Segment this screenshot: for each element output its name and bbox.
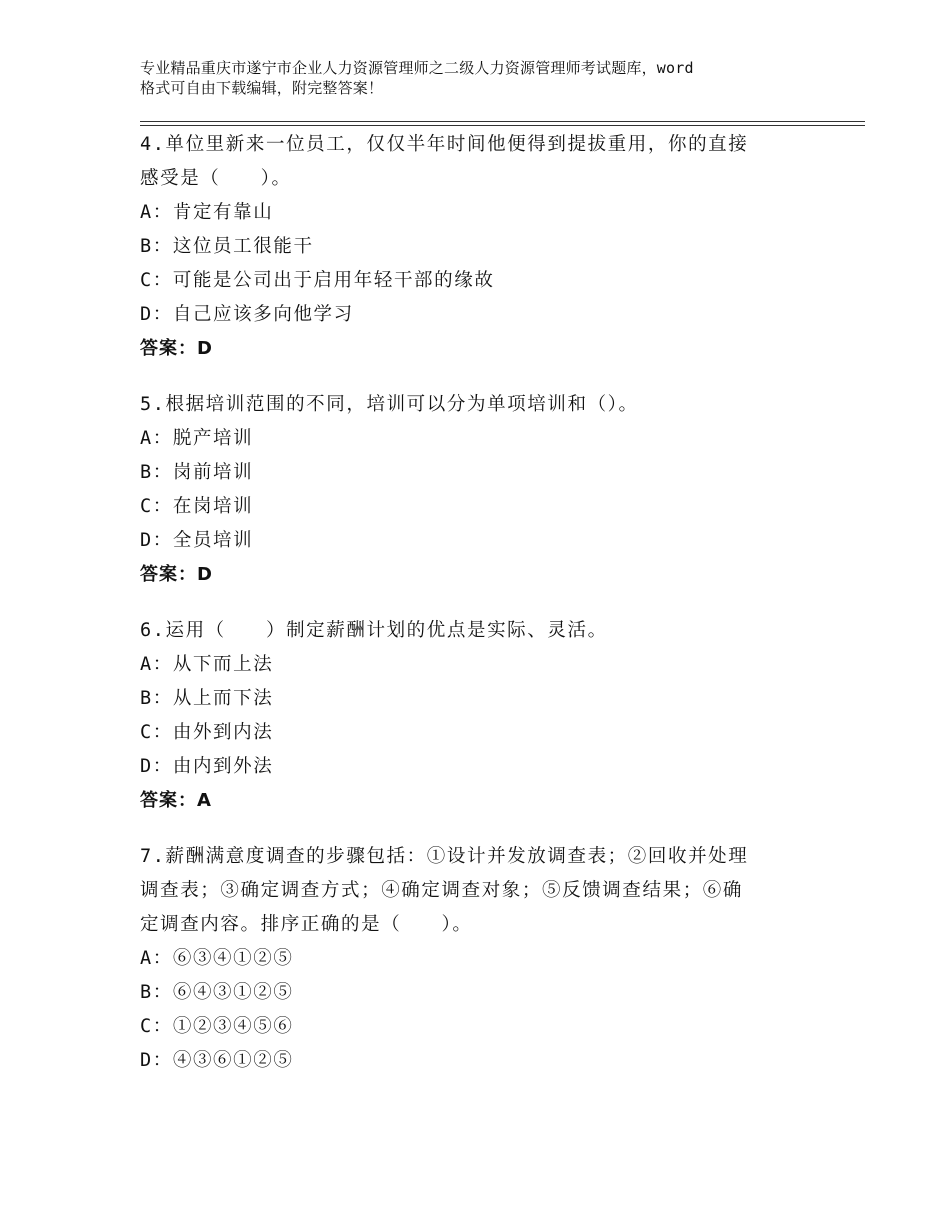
stem-line: 感受是（ ）。	[140, 168, 292, 189]
stem-line: 定调查内容。排序正确的是（ ）。	[140, 914, 473, 935]
question-7	[140, 840, 860, 1078]
option-a: A：肯定有靠山	[140, 202, 274, 223]
document-header	[140, 58, 840, 98]
stem-line: 6.运用（ ）制定薪酬计划的优点是实际、灵活。	[140, 620, 608, 641]
answer: 答案：D	[140, 564, 213, 585]
answer: 答案：A	[140, 790, 212, 811]
question-stem	[140, 614, 860, 648]
question-4	[140, 128, 860, 366]
option-d: D：全员培训	[140, 530, 254, 551]
option-c: C：①②③④⑤⑥	[140, 1016, 294, 1037]
option-c: C：可能是公司出于启用年轻干部的缘故	[140, 270, 495, 291]
question-5	[140, 388, 860, 592]
option-d: D：由内到外法	[140, 756, 274, 777]
header-rule-top	[140, 121, 865, 122]
stem-line: 7.薪酬满意度调查的步骤包括：①设计并发放调查表；②回收并处理	[140, 846, 749, 867]
header-line-1: 专业精品重庆市遂宁市企业人力资源管理师之二级人力资源管理师考试题库，word	[140, 59, 694, 77]
option-a: A：脱产培训	[140, 428, 254, 449]
stem-line: 4.单位里新来一位员工，仅仅半年时间他便得到提拔重用，你的直接	[140, 134, 749, 155]
header-line-2: 格式可自由下载编辑，附完整答案！	[140, 79, 384, 97]
stem-line: 5.根据培训范围的不同，培训可以分为单项培训和（）。	[140, 394, 639, 415]
question-stem	[140, 128, 860, 196]
option-a: A：⑥③④①②⑤	[140, 948, 294, 969]
option-b: B：岗前培训	[140, 462, 254, 483]
option-d: D：自己应该多向他学习	[140, 304, 354, 325]
option-b: B：⑥④③①②⑤	[140, 982, 294, 1003]
stem-line: 调查表；③确定调查方式；④确定调查对象；⑤反馈调查结果；⑥确	[140, 880, 744, 901]
question-stem	[140, 840, 860, 942]
option-d: D：④③⑥①②⑤	[140, 1050, 294, 1071]
option-c: C：在岗培训	[140, 496, 254, 517]
option-c: C：由外到内法	[140, 722, 274, 743]
question-list	[140, 128, 860, 1100]
option-b: B：这位员工很能干	[140, 236, 314, 257]
question-stem	[140, 388, 860, 422]
question-6	[140, 614, 860, 818]
option-a: A：从下而上法	[140, 654, 274, 675]
option-b: B：从上而下法	[140, 688, 274, 709]
answer: 答案：D	[140, 338, 213, 359]
header-rule-bottom	[140, 125, 865, 126]
